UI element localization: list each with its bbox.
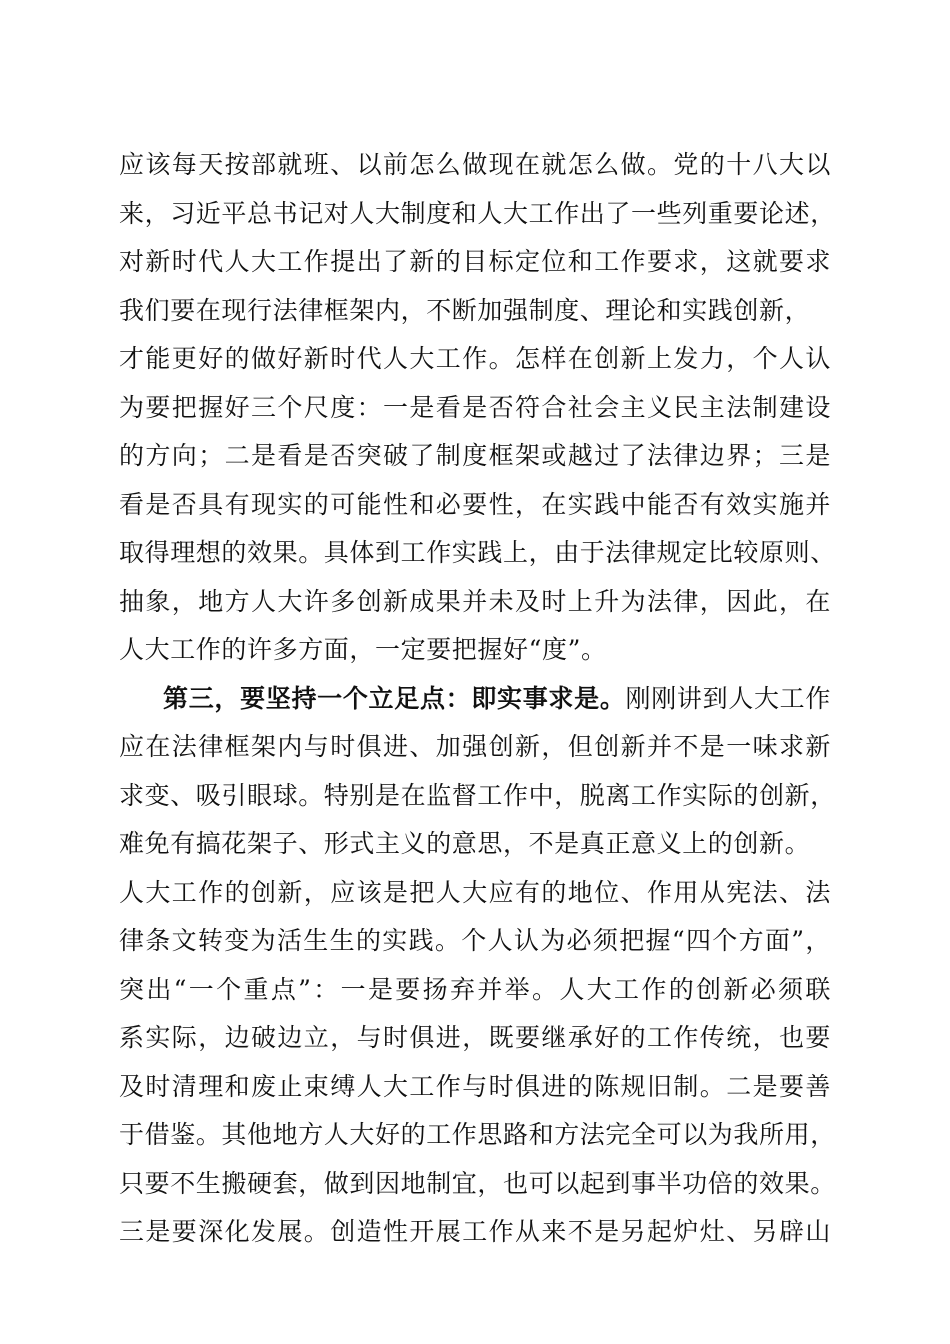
- text-line: 突出“一个重点”：一是要扬弃并举。人大工作的创新必须联: [119, 974, 831, 1004]
- text-line: 来，习近平总书记对人大制度和人大工作出了一些列重要论述，: [119, 198, 836, 228]
- text-line: 才能更好的做好新时代人大工作。怎样在创新上发力，个人认: [119, 344, 831, 373]
- paragraph-heading: 第三，要坚持一个立足点：即实事求是。: [163, 683, 626, 713]
- text-line: 律条文转变为活生生的实践。个人认为必须把握“四个方面”，: [119, 926, 831, 955]
- text-line: 应该每天按部就班、以前怎么做现在就怎么做。党的十八大以: [119, 150, 831, 179]
- text-line: 只要不生搬硬套，做到因地制宜，也可以起到事半功倍的效果。: [119, 1168, 836, 1198]
- text-line: 系实际，边破边立，与时俱进，既要继承好的工作传统，也要: [119, 1023, 831, 1052]
- text-line: 看是否具有现实的可能性和必要性，在实践中能否有效实施并: [119, 489, 831, 519]
- text-line: 三是要深化发展。创造性开展工作从来不是另起炉灶、另辟山: [119, 1217, 831, 1246]
- text-line: 及时清理和废止束缚人大工作与时俱进的陈规旧制。二是要善: [119, 1071, 831, 1101]
- text-line: 人大工作的创新，应该是把人大应有的地位、作用从宪法、法: [119, 877, 831, 907]
- text-line: 于借鉴。其他地方人大好的工作思路和方法完全可以为我所用，: [119, 1120, 836, 1149]
- text-line: 求变、吸引眼球。特别是在监督工作中，脱离工作实际的创新，: [119, 780, 836, 810]
- text-line: 的方向；二是看是否突破了制度框架或越过了法律边界；三是: [119, 441, 831, 470]
- text-line: 对新时代人大工作提出了新的目标定位和工作要求，这就要求: [119, 247, 831, 276]
- text-line: 抽象，地方人大许多创新成果并未及时上升为法律，因此，在: [119, 586, 831, 616]
- paragraph-heading-rest: 刚刚讲到人大工作: [625, 683, 831, 713]
- text-line: 为要把握好三个尺度：一是看是否符合社会主义民主法制建设: [119, 392, 831, 422]
- text-line: 应在法律框架内与时俱进、加强创新，但创新并不是一味求新: [119, 732, 831, 761]
- paragraph-first-line: [119, 675, 831, 724]
- text-line: 人大工作的许多方面，一定要把握好“度”。: [119, 635, 607, 664]
- text-line: 取得理想的效果。具体到工作实践上，由于法律规定比较原则、: [119, 538, 836, 567]
- text-line: 难免有搞花架子、形式主义的意思，不是真正意义上的创新。: [119, 829, 811, 858]
- document-body: [119, 141, 836, 1257]
- text-line: 我们要在现行法律框架内，不断加强制度、理论和实践创新，: [119, 295, 811, 325]
